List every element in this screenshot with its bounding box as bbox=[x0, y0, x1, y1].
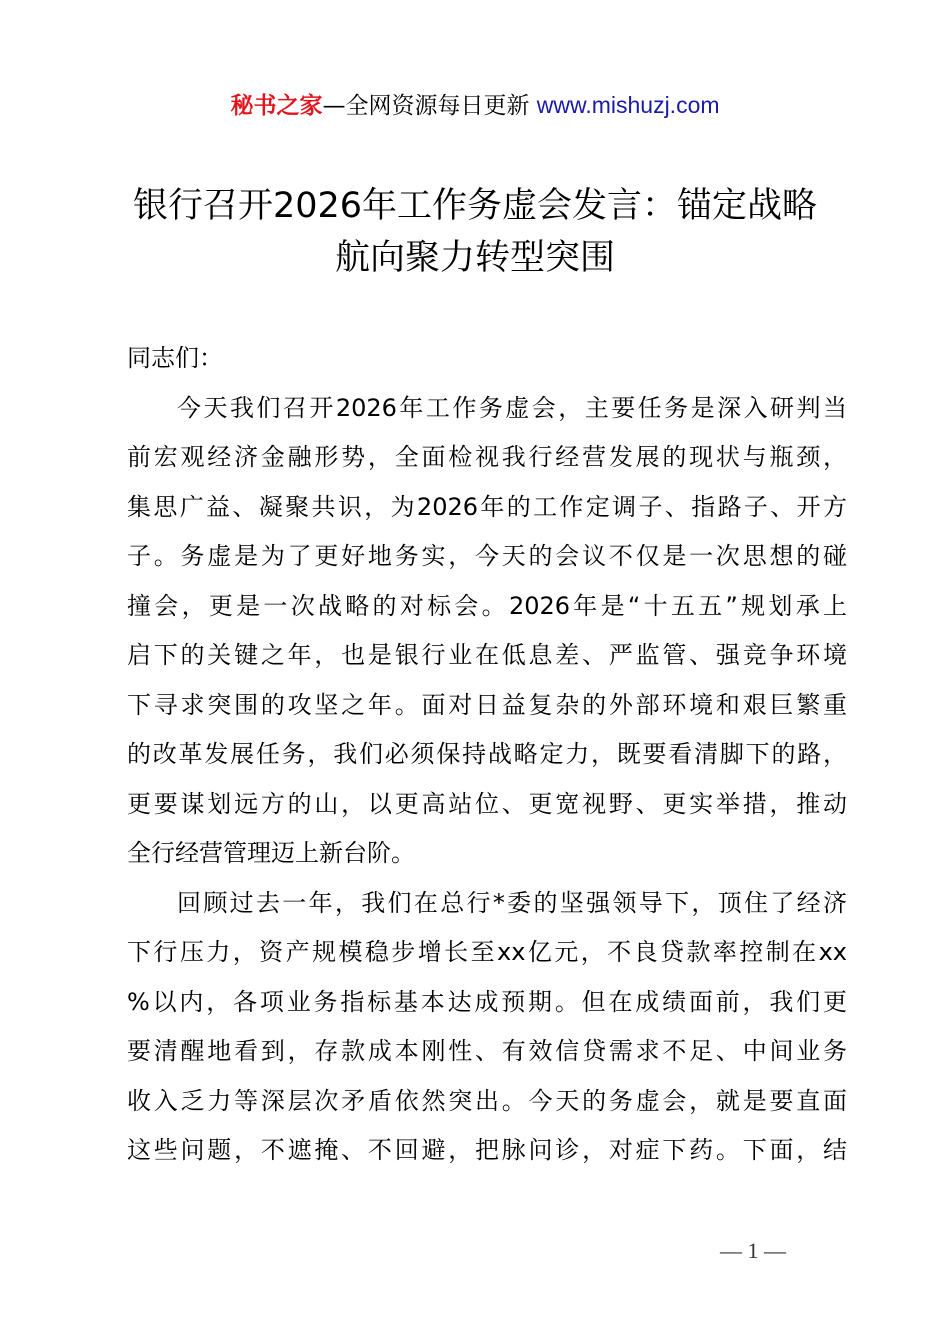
site-tagline: —全网资源每日更新 bbox=[322, 93, 537, 119]
text-line: 前宏观经济金融形势，全面检视我行经营发展的现状与瓶颈， bbox=[127, 443, 847, 471]
text-line: 下行压力，资产规模稳步增长至xx亿元，不良贷款率控制在xx bbox=[127, 938, 847, 966]
text-line: 要清醒地看到，存款成本刚性、有效信贷需求不足、中间业务 bbox=[127, 1037, 847, 1065]
paragraph bbox=[127, 384, 847, 879]
text-line: 更要谋划远方的山，以更高站位、更宽视野、更实举措，推动 bbox=[127, 789, 847, 818]
title-line: 银行召开2026年工作务虚会发言：锚定战略 bbox=[132, 186, 818, 226]
text-line: 全行经营管理迈上新台阶。 bbox=[127, 839, 415, 867]
text-line: 收入乏力等深层次矛盾依然突出。今天的务虚会，就是要直面 bbox=[127, 1086, 847, 1115]
paragraph bbox=[127, 879, 847, 1176]
text-line: 撞会，更是一次战略的对标会。2026年是“十五五”规划承上 bbox=[127, 591, 847, 620]
text-line: 下寻求突围的攻坚之年。面对日益复杂的外部环境和艰巨繁重 bbox=[127, 690, 847, 719]
document-title bbox=[100, 180, 850, 284]
text-line: 启下的关键之年，也是银行业在低息差、严监管、强竞争环境 bbox=[127, 641, 847, 669]
site-header bbox=[0, 88, 950, 123]
document-body bbox=[127, 334, 847, 1176]
page-number: — 1 — bbox=[720, 1238, 786, 1263]
text-line: 集思广益、凝聚共识，为2026年的工作定调子、指路子、开方 bbox=[127, 492, 847, 521]
site-url-link[interactable]: www.mishuzj.com bbox=[536, 92, 720, 118]
title-line: 航向聚力转型突围 bbox=[334, 238, 615, 278]
text-line: %以内，各项业务指标基本达成预期。但在成绩面前，我们更 bbox=[127, 987, 847, 1016]
text-line: 回顾过去一年，我们在总行*委的坚强领导下，顶住了经济 bbox=[177, 888, 847, 917]
site-brand: 秘书之家 bbox=[230, 93, 323, 119]
text-line: 的改革发展任务，我们必须保持战略定力，既要看清脚下的路， bbox=[127, 740, 847, 768]
text-line: 子。务虚是为了更好地务实，今天的会议不仅是一次思想的碰 bbox=[127, 542, 847, 570]
text-line: 今天我们召开2026年工作务虚会，主要任务是深入研判当 bbox=[177, 393, 847, 422]
text-line: 这些问题，不遮掩、不回避，把脉问诊，对症下药。下面，结 bbox=[127, 1136, 847, 1164]
salutation: 同志们： bbox=[127, 344, 223, 372]
